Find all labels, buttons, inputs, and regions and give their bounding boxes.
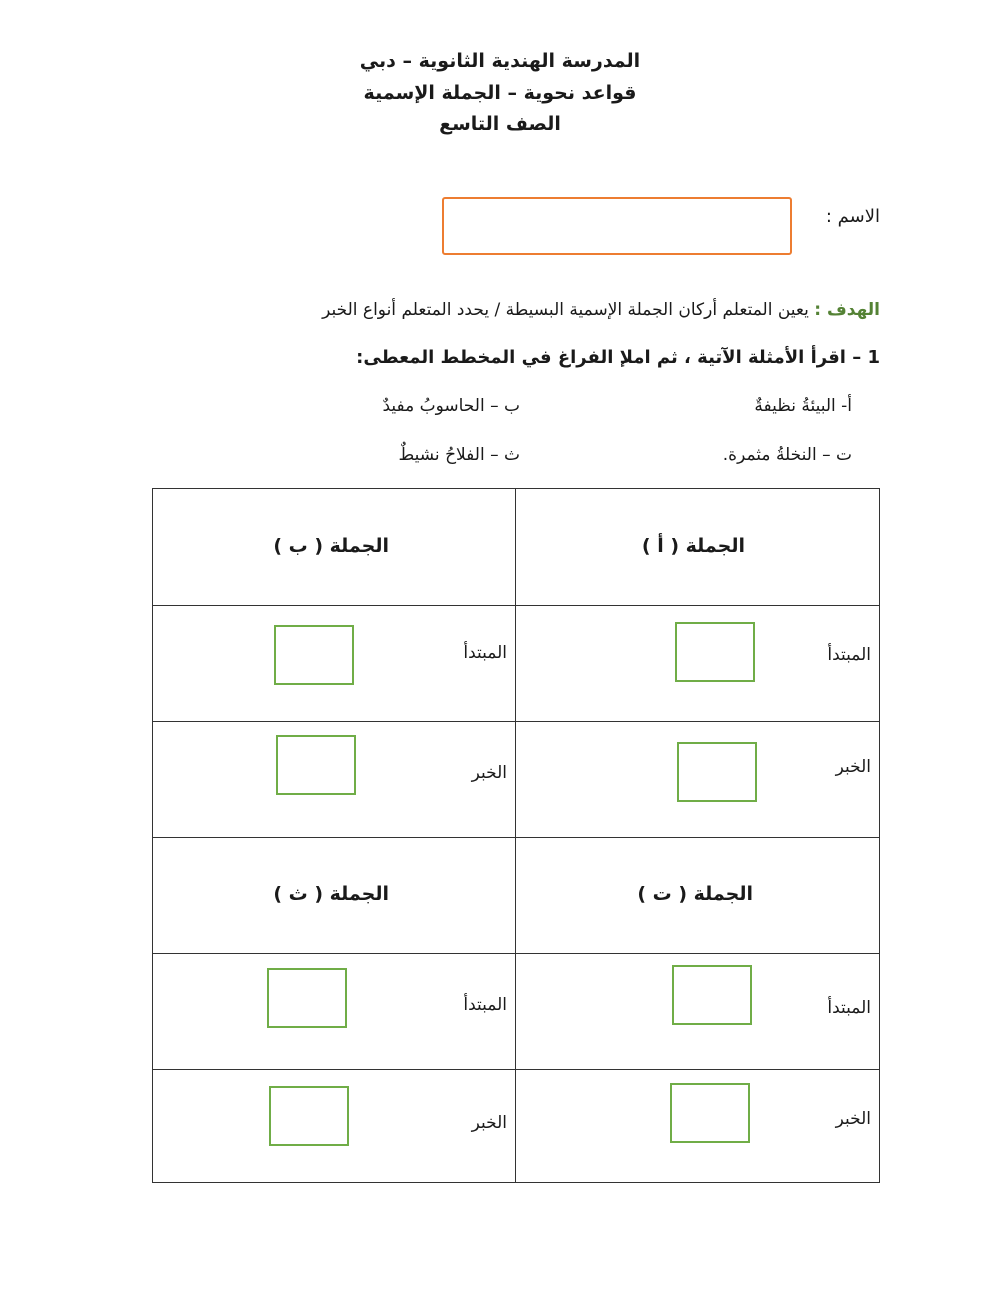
sentence-th-khabar-input[interactable] (269, 1086, 349, 1146)
table-row-divider (153, 1069, 879, 1070)
question-instruction: 1 – اقرأ الأمثلة الآتية ، ثم املإ الفراغ في المخطط المعطى: (356, 347, 880, 368)
sentence-t-mubtada-label: المبتدأ (827, 998, 871, 1018)
example-t: ت – النخلةُ مثمرة. (722, 445, 852, 465)
sentence-b-mubtada-label: المبتدأ (463, 643, 507, 663)
name-label: الاسم : (825, 206, 880, 227)
grade-level: الصف التاسع (439, 113, 561, 135)
example-a: أ- البيئةُ نظيفةٌ (754, 396, 852, 416)
analysis-table (152, 488, 880, 1183)
sentence-b-title: الجملة ( ب ) (273, 535, 389, 557)
worksheet-subject: قواعد نحوية – الجملة الإسمية (363, 82, 637, 104)
sentence-b-mubtada-input[interactable] (274, 625, 354, 685)
sentence-th-mubtada-label: المبتدأ (463, 995, 507, 1015)
example-b: ب – الحاسوبُ مفيدٌ (382, 396, 520, 416)
sentence-a-mubtada-input[interactable] (675, 622, 755, 682)
goal-statement (322, 300, 880, 320)
school-name: المدرسة الهندية الثانوية – دبي (359, 50, 641, 72)
sentence-a-title: الجملة ( أ ) (641, 535, 745, 557)
example-th: ث – الفلاحُ نشيطٌ (398, 445, 520, 465)
sentence-t-khabar-label: الخبر (835, 1109, 871, 1129)
sentence-th-mubtada-input[interactable] (267, 968, 347, 1028)
sentence-b-khabar-input[interactable] (276, 735, 356, 795)
sentence-b-khabar-label: الخبر (471, 763, 507, 783)
sentence-a-khabar-label: الخبر (835, 757, 871, 777)
sentence-th-title: الجملة ( ث ) (273, 883, 389, 905)
name-input[interactable] (442, 197, 792, 255)
sentence-t-khabar-input[interactable] (670, 1083, 750, 1143)
goal-text: يعين المتعلم أركان الجملة الإسمية البسيطة / يحدد المتعلم أنواع الخبر (322, 300, 809, 320)
sentence-a-mubtada-label: المبتدأ (827, 645, 871, 665)
table-column-divider (515, 489, 516, 1182)
goal-label: الهدف : (814, 300, 880, 320)
table-row-divider (153, 953, 879, 954)
table-row-divider (153, 605, 879, 606)
sentence-t-mubtada-input[interactable] (672, 965, 752, 1025)
table-row-divider (153, 721, 879, 722)
table-row-divider (153, 837, 879, 838)
sentence-t-title: الجملة ( ت ) (637, 883, 753, 905)
sentence-th-khabar-label: الخبر (471, 1113, 507, 1133)
sentence-a-khabar-input[interactable] (677, 742, 757, 802)
